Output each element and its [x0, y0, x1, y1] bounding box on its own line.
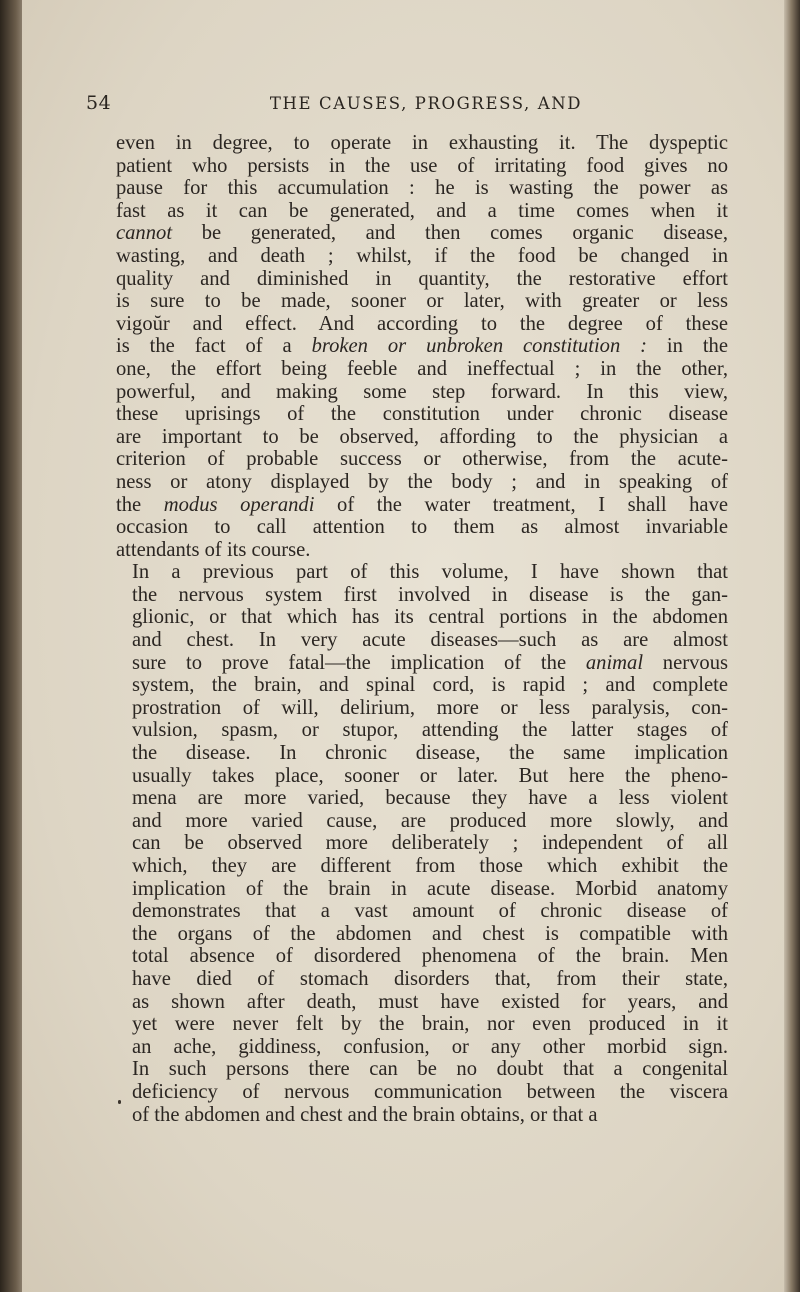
text-line: mena are more varied, because they have a less violent — [132, 787, 728, 810]
text-segment: of the water treatment, I shall have — [314, 493, 729, 516]
italic-phrase: cannot — [116, 222, 173, 245]
italic-phrase: broken or unbroken constitution : — [311, 335, 648, 358]
text-segment: in the — [647, 335, 728, 358]
text-line: usually takes place, sooner or later. But here the pheno- — [132, 764, 728, 787]
text-line: can be observed more deliberately ; independent of all — [132, 832, 728, 855]
text-line: fast as it can be generated, and a time comes when it — [116, 199, 728, 222]
text-line — [116, 494, 728, 517]
text-line: these uprisings of the constitution under chronic disease — [116, 403, 728, 426]
text-line: In a previous part of this volume, I have shown that — [132, 561, 728, 584]
paper-speck — [118, 1100, 121, 1104]
text-line: and chest. In very acute diseases—such as are almost — [132, 629, 728, 652]
text-line: vigoŭr and effect. And according to the degree of these — [116, 312, 728, 335]
text-line — [116, 222, 728, 245]
text-line: vulsion, spasm, or stupor, attending the latter stages of — [132, 719, 728, 742]
text-line: system, the brain, and spinal cord, is rapid ; and complete — [132, 674, 728, 697]
text-line: the disease. In chronic disease, the same implication — [132, 742, 728, 765]
page-number: 54 — [86, 92, 112, 114]
italic-phrase: animal — [585, 651, 644, 674]
text-line: yet were never felt by the brain, nor even produced in it — [132, 1013, 728, 1036]
text-line: which, they are different from those which exhibit the — [132, 855, 728, 877]
italic-phrase: modus operandi — [163, 493, 315, 516]
text-line — [116, 335, 728, 358]
text-line: prostration of will, delirium, more or less paralysis, con- — [132, 696, 728, 719]
text-segment: is the fact of a — [116, 335, 312, 358]
text-line: occasion to call attention to them as almost invariable — [116, 516, 728, 539]
text-line: deficiency of nervous communication between the viscera — [132, 1080, 728, 1103]
text-line: as shown after death, must have existed for years, and — [132, 990, 728, 1013]
paragraph-1 — [116, 132, 728, 561]
text-line: attendants of its course. — [116, 538, 311, 561]
text-line: an ache, giddiness, confusion, or any other morbid sign. — [132, 1035, 728, 1058]
text-line: ness or atony displayed by the body ; and in speaking of — [116, 470, 728, 493]
text-line: pause for this accumulation : he is wasting the power as — [116, 177, 728, 200]
text-line: wasting, and death ; whilst, if the food be changed in — [116, 244, 728, 267]
text-line: are important to be observed, affording to the physician a — [116, 425, 728, 448]
paragraph-2 — [116, 561, 728, 1126]
text-line: demonstrates that a vast amount of chronic disease of — [132, 900, 728, 923]
text-line: even in degree, to operate in exhausting it. The dyspeptic — [116, 132, 728, 154]
text-line — [116, 652, 728, 675]
text-line: the organs of the abdomen and chest is compatible with — [132, 922, 728, 945]
text-line: quality and diminished in quantity, the restorative effort — [116, 267, 728, 290]
book-page — [22, 0, 784, 1292]
text-line: implication of the brain in acute disease. Morbid anatomy — [132, 877, 728, 900]
text-line: of the abdomen and chest and the brain obtains, or that a — [132, 1103, 598, 1126]
text-segment: nervous — [643, 651, 729, 674]
text-line: powerful, and making some step forward. In this view, — [116, 380, 728, 403]
text-line: patient who persists in the use of irritating food gives no — [116, 154, 728, 177]
body-text — [116, 132, 728, 1126]
text-line: glionic, or that which has its central portions in the abdomen — [132, 606, 728, 629]
text-line: have died of stomach disorders that, from their state, — [132, 967, 728, 990]
text-segment: be generated, and then comes organic disease, — [172, 222, 728, 245]
text-line: is sure to be made, sooner or later, with greater or less — [116, 290, 728, 313]
text-line: criterion of probable success or otherwise, from the acute- — [116, 448, 728, 471]
text-line: one, the effort being feeble and ineffectual ; in the other, — [116, 357, 728, 380]
text-segment: sure to prove fatal—the implication of the — [132, 651, 586, 674]
scan-page-edge — [782, 0, 800, 1292]
text-line: total absence of disordered phenomena of the brain. Men — [132, 945, 728, 968]
running-head — [86, 92, 766, 122]
text-line: and more varied cause, are produced more slowly, and — [132, 809, 728, 832]
text-line: In such persons there can be no doubt that a congenital — [132, 1058, 728, 1081]
text-line: the nervous system first involved in disease is the gan- — [132, 583, 728, 606]
running-title: THE CAUSES, PROGRESS, AND — [269, 94, 583, 113]
text-segment: the — [116, 493, 164, 516]
